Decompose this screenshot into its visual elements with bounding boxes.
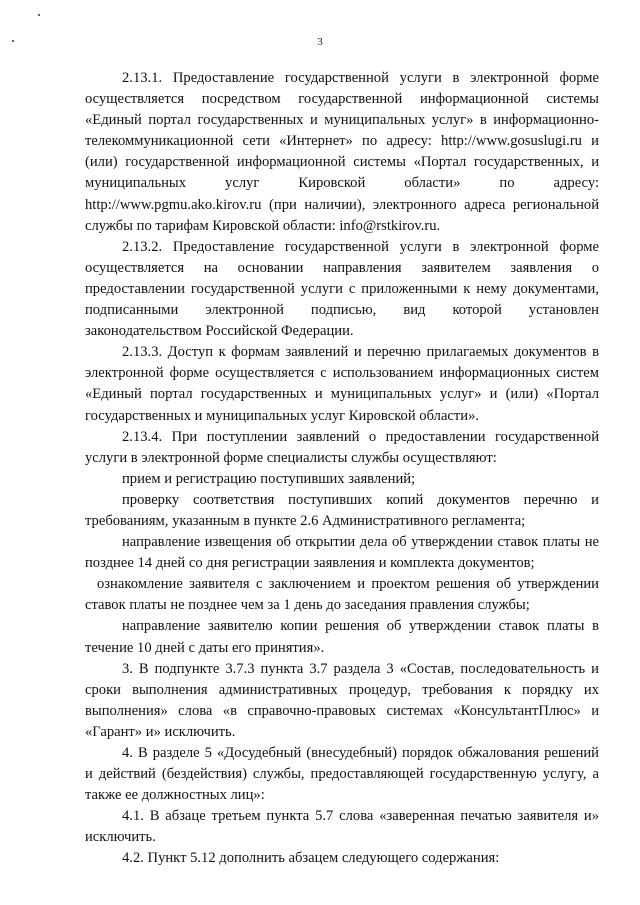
paragraph-4-1: 4.1. В абзаце третьем пункта 5.7 слова «заверенная печатью заявителя и» исключить. xyxy=(85,808,599,846)
list-item: направление извещения об открытии дела об утверждении ставок платы не позднее 14 дней со дня регистрации заявления и комплекта документов; xyxy=(85,534,599,572)
document-body xyxy=(85,68,599,870)
paragraph-3: 3. В подпункте 3.7.3 пункта 3.7 раздела 3 «Состав, последовательность и сроки выполнения административных процедур, требования к порядку их выполнения» слова «в справочно-правовых системах «КонсультантПлюс» и «Гарант» и» исключить. xyxy=(85,660,599,740)
paragraph-2-13-3: 2.13.3. Доступ к формам заявлений и перечню прилагаемых документов в электронной форме осуществляется с использованием информационных систем «Единый портал государственных и муниципальных услуг» и (или) «Портал государственных и муниципальных услуг Кировской области». xyxy=(85,344,599,424)
page-number: 3 xyxy=(317,36,323,48)
list-item: ознакомление заявителя с заключением и проектом решения об утверждении ставок платы не позднее чем за 1 день до заседания правления службы; xyxy=(85,576,599,614)
scan-speck xyxy=(38,14,40,16)
paragraph-2-13-4: 2.13.4. При поступлении заявлений о предоставлении государственной услуги в электронной форме специалисты службы осуществляют: xyxy=(85,428,599,466)
list-item: проверку соответствия поступивших копий документов перечню и требованиям, указанным в пункте 2.6 Административного регламента; xyxy=(85,491,599,529)
list-item: направление заявителю копии решения об утверждении ставок платы в течение 10 дней с даты его принятия». xyxy=(85,618,599,656)
list-item: прием и регистрацию поступивших заявлений; xyxy=(122,470,416,487)
paragraph-4-2: 4.2. Пункт 5.12 дополнить абзацем следующего содержания: xyxy=(122,850,500,867)
paragraph-2-13-1: 2.13.1. Предоставление государственной услуги в электронной форме осуществляется посредством государственной информационной системы «Единый портал государственных и муниципальных услуг» в информационно-телекоммуникационной сети «Интернет» по адресу: http://www.gosuslugi.ru и (или) государственной информационной системы «Портал государственных, и муниципальных услуг Кировской области» по адресу: http://www.pgmu.ako.kirov.ru (при наличии), электронного адреса региональной службы по тарифам Кировской области: info@rstkirov.ru. xyxy=(85,70,599,234)
paragraph-2-13-2: 2.13.2. Предоставление государственной услуги в электронной форме осуществляется на основании направления заявителем заявления о предоставлении государственной услуги с приложенными к нему документами, подписанными электронной подписью, вид которой установлен законодательством Российской Федерации. xyxy=(85,238,599,340)
paragraph-4: 4. В разделе 5 «Досудебный (внесудебный) порядок обжалования решений и действий (бездействия) службы, предоставляющей государственную услугу, а также ее должностных лиц»: xyxy=(85,745,599,804)
